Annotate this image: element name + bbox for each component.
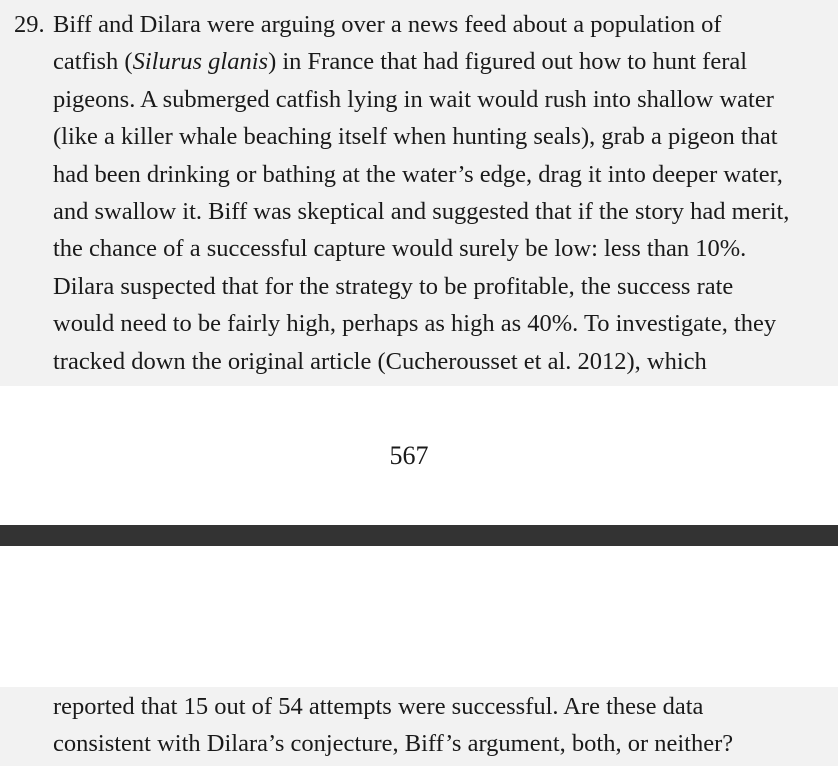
text-line: and swallow it. Biff was skeptical and suggested that if the story had merit, — [53, 197, 790, 225]
text-line: had been drinking or bathing at the water’s edge, drag it into deeper water, — [53, 160, 783, 188]
text-line: pigeons. A submerged catfish lying in wait would rush into shallow water — [53, 85, 774, 113]
text-line: (like a killer whale beaching itself when hunting seals), grab a pigeon that — [53, 123, 778, 151]
problem-text-bottom — [53, 688, 733, 763]
text-line: reported that 15 out of 54 attempts were successful. Are these data — [53, 693, 704, 720]
text-line: would need to be fairly high, perhaps as high as 40%. To investigate, they — [53, 310, 777, 338]
text-line — [53, 43, 789, 80]
problem-text-block-bottom — [0, 687, 838, 766]
species-name: Silurus glanis — [132, 48, 269, 76]
text-segment: ) in France that had figured out how to hunt feral — [268, 48, 748, 76]
problem-text-top — [53, 6, 789, 380]
text-line: consistent with Dilara’s conjecture, Biff’s argument, both, or neither? — [53, 730, 734, 758]
page-number: 567 — [389, 441, 429, 470]
problem-number: 29. — [14, 11, 45, 38]
page-break-bar — [0, 525, 838, 546]
text-line: the chance of a successful capture would surely be low: less than 10%. — [53, 235, 747, 263]
text-segment: catfish ( — [53, 48, 133, 76]
text-line: Dilara suspected that for the strategy to be profitable, the success rate — [53, 272, 734, 300]
text-line: Biff and Dilara were arguing over a news feed about a population of — [53, 11, 722, 38]
text-line: tracked down the original article (Cucherousset et al. 2012), which — [53, 347, 707, 375]
